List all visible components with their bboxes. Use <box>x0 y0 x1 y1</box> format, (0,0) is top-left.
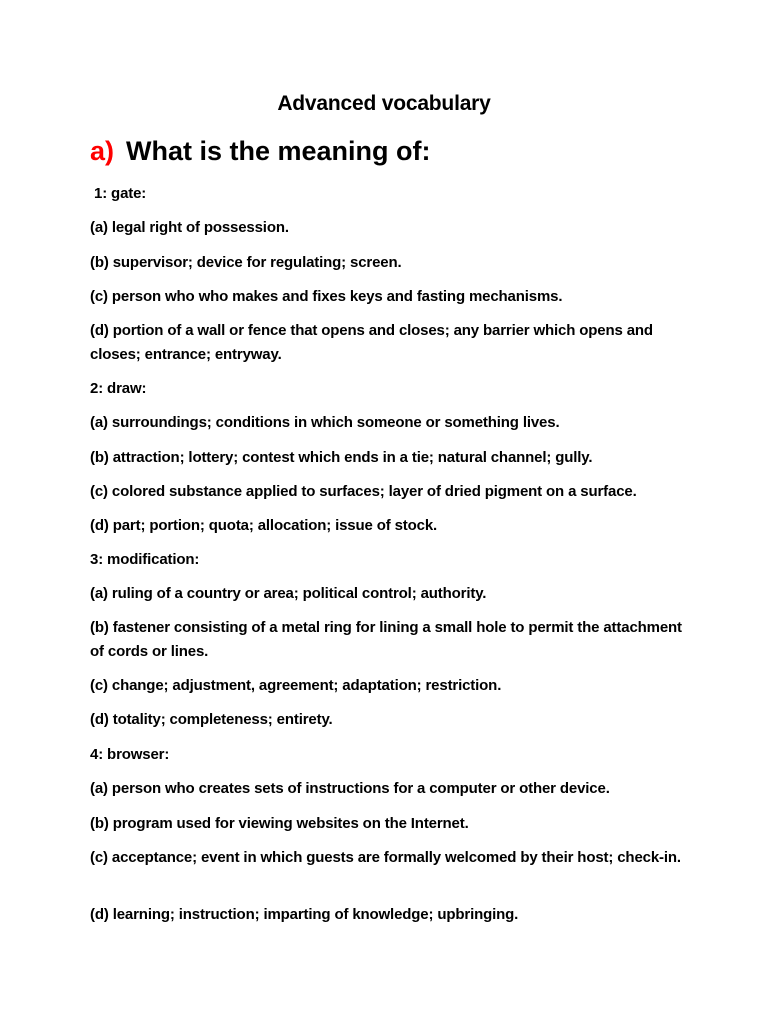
answer-option: (d) learning; instruction; imparting of knowledge; upbringing. <box>90 906 519 923</box>
answer-option: (b) fastener consisting of a metal ring for lining a small hole to permit the attachment of cords or lines. <box>90 619 682 660</box>
question-prompt: 3: modification: <box>90 551 200 568</box>
answer-option: (c) colored substance applied to surfaces; layer of dried pigment on a surface. <box>90 483 637 500</box>
document-title: Advanced vocabulary <box>277 92 491 115</box>
question-prompt: 2: draw: <box>90 380 147 397</box>
answer-option: (b) supervisor; device for regulating; screen. <box>90 254 402 271</box>
answer-option: (a) ruling of a country or area; political control; authority. <box>90 585 487 602</box>
answer-option: (d) portion of a wall or fence that opens and closes; any barrier which opens and closes; entrance; entryway. <box>90 322 653 363</box>
answer-option: (b) program used for viewing websites on the Internet. <box>90 815 469 832</box>
question-prompt: 4: browser: <box>90 746 170 763</box>
section-heading <box>90 136 431 167</box>
answer-option: (b) attraction; lottery; contest which ends in a tie; natural channel; gully. <box>90 449 593 466</box>
answer-option: (d) part; portion; quota; allocation; issue of stock. <box>90 517 438 534</box>
section-heading-text: What is the meaning of: <box>126 136 431 166</box>
answer-option: (a) legal right of possession. <box>90 219 289 236</box>
answer-option: (a) person who creates sets of instructions for a computer or other device. <box>90 780 610 797</box>
answer-option: (a) surroundings; conditions in which someone or something lives. <box>90 414 560 431</box>
answer-option: (c) acceptance; event in which guests are formally welcomed by their host; check-in. <box>90 849 681 866</box>
answer-option: (c) change; adjustment, agreement; adaptation; restriction. <box>90 677 502 694</box>
question-prompt: 1: gate: <box>94 185 147 202</box>
answer-option: (c) person who who makes and fixes keys and fasting mechanisms. <box>90 288 563 305</box>
answer-option: (d) totality; completeness; entirety. <box>90 711 333 728</box>
section-marker: a) <box>90 136 115 166</box>
